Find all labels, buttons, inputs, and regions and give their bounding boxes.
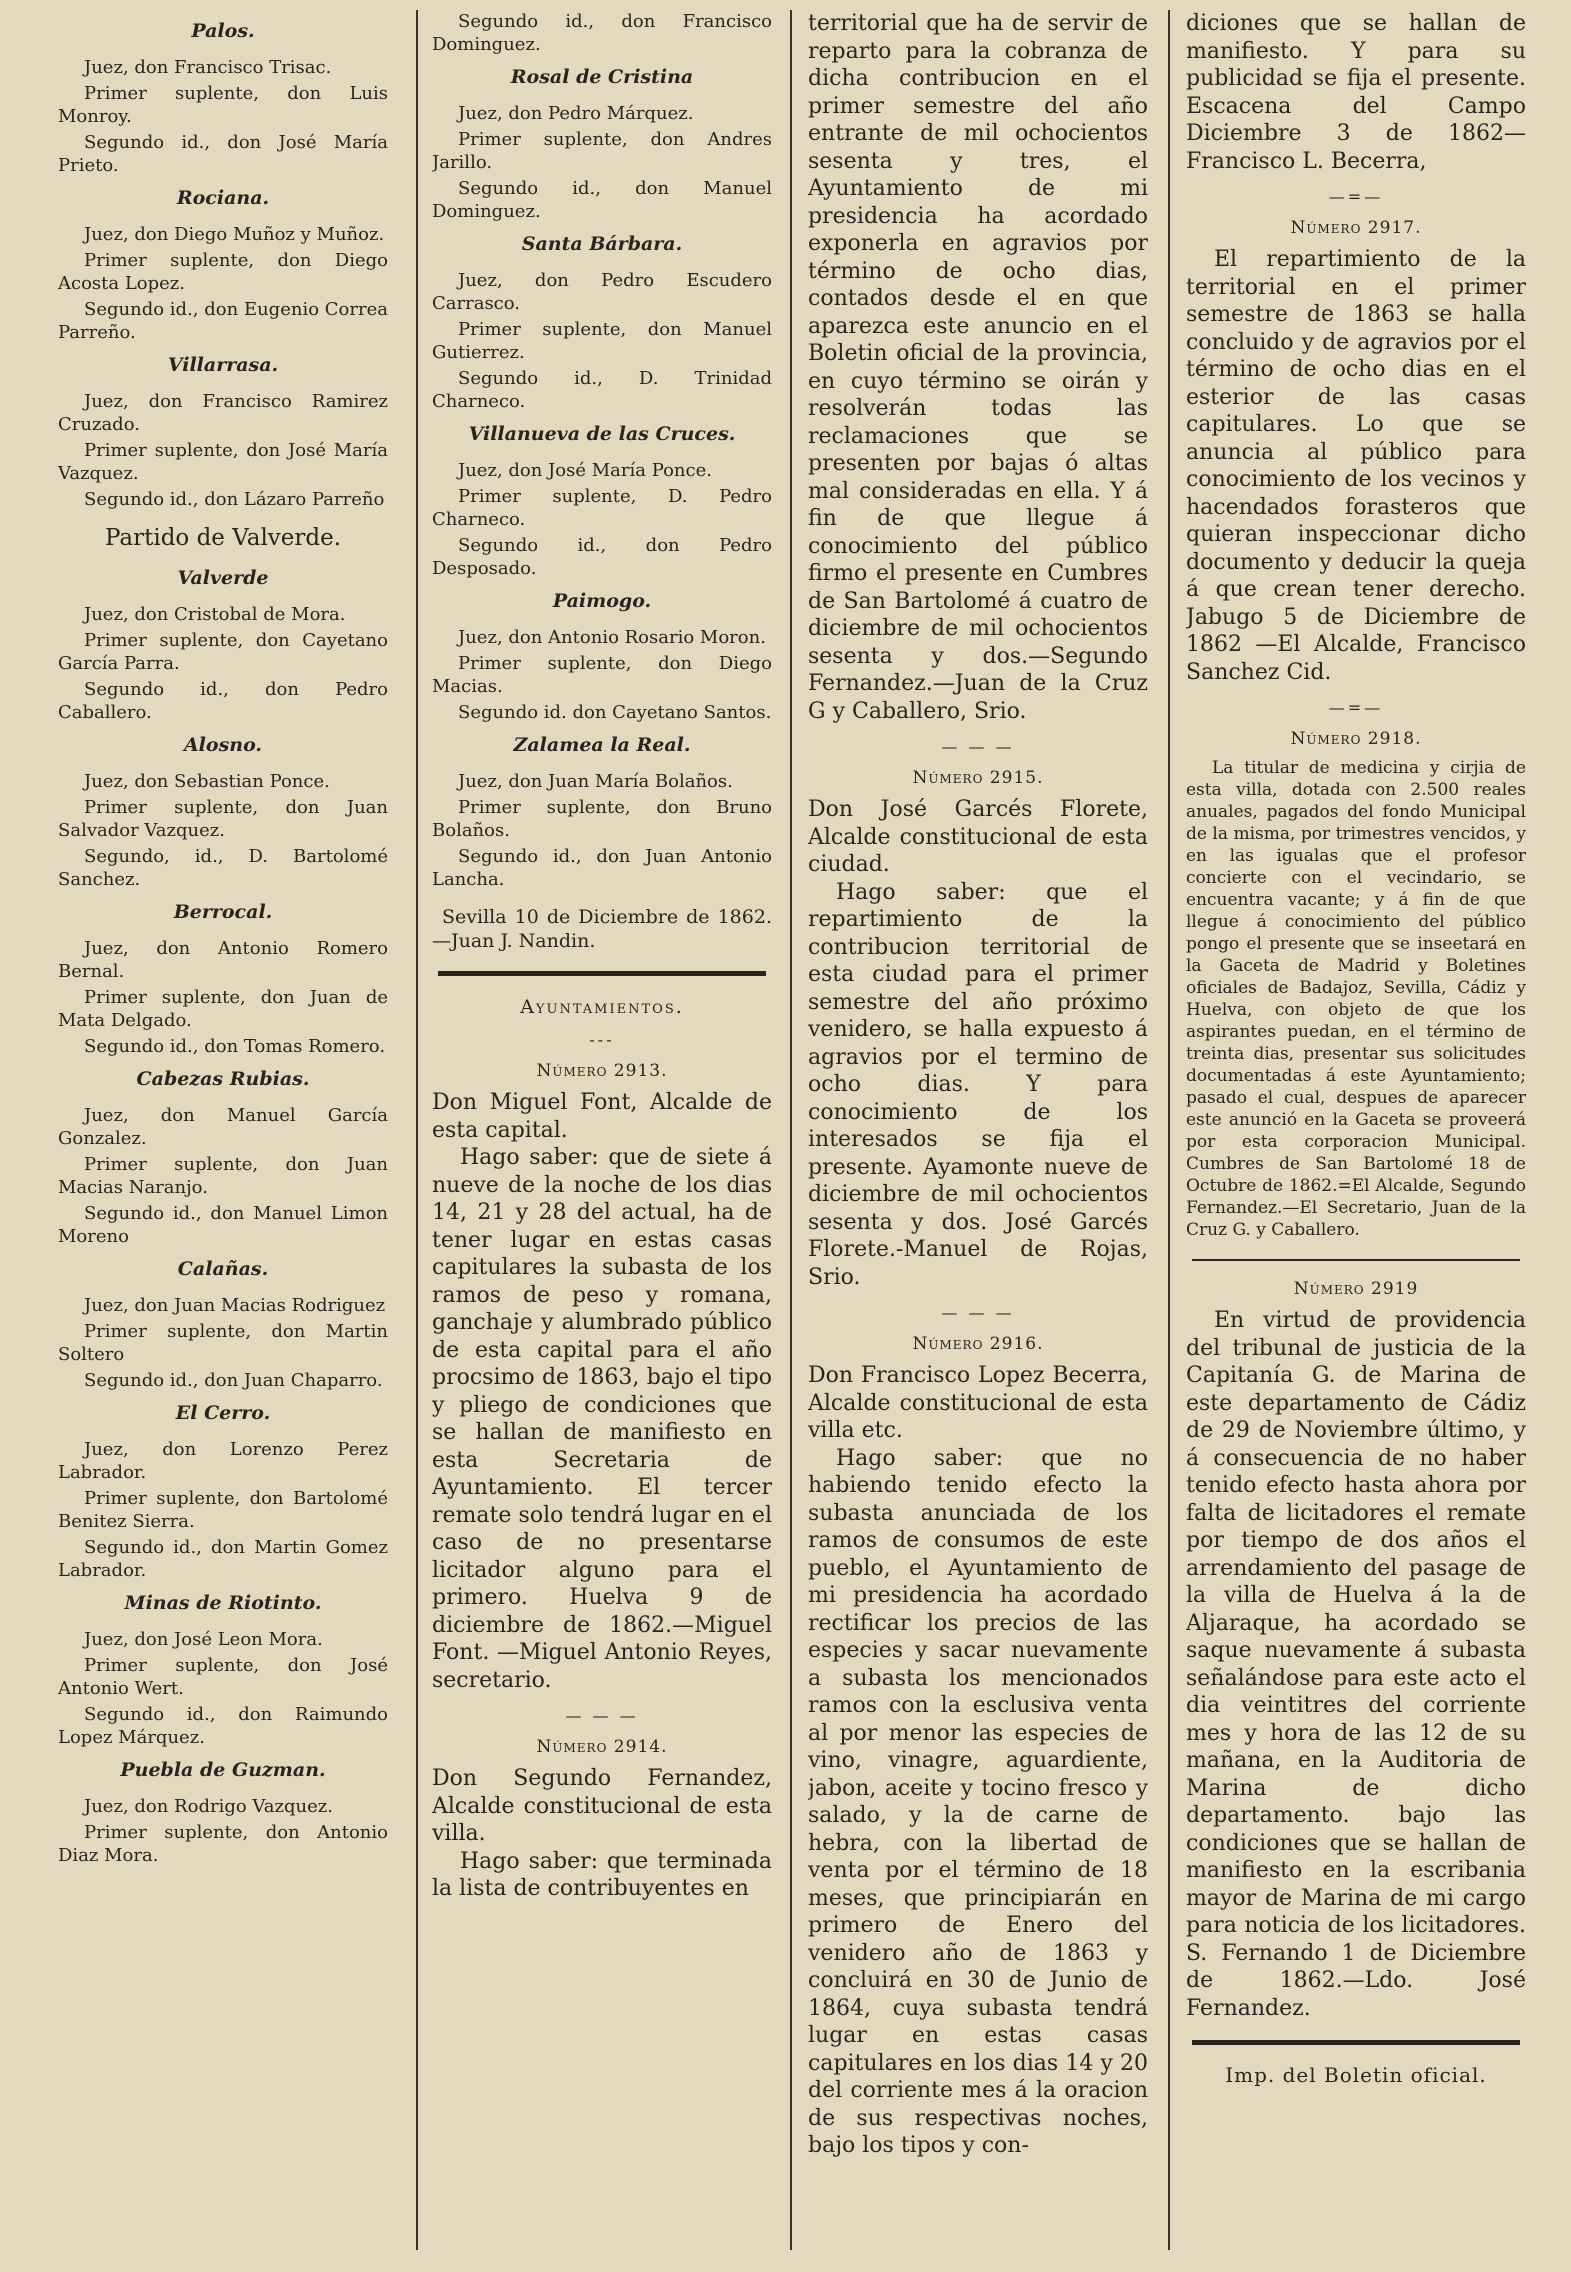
official-entry: Primer suplente, don Andres Jarillo. <box>432 129 772 173</box>
official-entry: Primer suplente, don Bruno Bolaños. <box>432 797 772 841</box>
official-entry: Segundo id., don Raimundo Lopez Márquez. <box>58 1704 388 1748</box>
notice-paragraph: Hago saber: que terminada la lista de contribuyentes en <box>432 1848 772 1901</box>
official-entry: Segundo id., don José María Prieto. <box>58 132 388 176</box>
town-heading: Villarrasa. <box>167 354 279 376</box>
town-heading: Valverde <box>177 567 269 589</box>
official-entry: Primer suplente, don Manuel Gutierrez. <box>432 319 772 363</box>
signature-line: Sevilla 10 de Diciembre de 1862. —Juan J. Nandin. <box>432 906 772 952</box>
column-divider <box>1168 10 1170 2250</box>
separator: — — — <box>565 1706 639 1725</box>
town-heading: El Cerro. <box>175 1402 271 1424</box>
town-heading: Zalamea la Real. <box>513 734 691 756</box>
town-heading: Berrocal. <box>173 901 273 923</box>
town-heading: Alosno. <box>183 734 263 756</box>
town-heading: Rociana. <box>176 187 270 209</box>
column-divider <box>790 10 792 2250</box>
official-entry: Segundo id., don Tomas Romero. <box>84 1036 386 1057</box>
notice-number: Número 2917. <box>1290 218 1422 238</box>
notice-paragraph: La titular de medicina y cirjia de esta villa, dotada con 2.500 reales anuales, pagados del fondo Municipal de la misma, por trimestres vencidos, y en las igualas que el profesor concierte con el vecindario, se encuentra vacante; y á fin de que llegue á conocimiento del público pongo el presente que se inseetará en la Gaceta de Madrid y Boletines oficiales de Badajoz, Sevilla, Cádiz y Huelva, con objeto de que los aspirantes puedan, en el término de treinta dias, presentar sus solicitudes documentadas á este Ayuntamiento; pasado el cual, despues de aparecer este anunció en la Gaceta se proveerá por esta corporacion Municipal. Cumbres de San Bartolomé 18 de Octubre de 1862.=El Alcalde, Segundo Fernandez.—El Secretario, Juan de la Cruz G. y Caballero. <box>1186 758 1526 1240</box>
official-entry: Primer suplente, don José María Vazquez. <box>58 440 388 484</box>
horizontal-rule <box>1192 2040 1520 2045</box>
official-entry: Juez, don Juan Macias Rodriguez <box>84 1295 386 1316</box>
official-entry: Primer suplente, don Diego Acosta Lopez. <box>58 250 388 294</box>
official-entry: Primer suplente, don Cayetano García Parra. <box>58 630 388 674</box>
official-entry: Primer suplente, don José Antonio Wert. <box>58 1655 388 1699</box>
official-entry: Segundo id., don Martin Gomez Labrador. <box>58 1537 388 1581</box>
notice-paragraph: Hago saber: que el repartimiento de la contribucion territorial de esta ciudad para el primer semestre del año próximo venidero, se halla expuesto á agravios por el termino de ocho dias. Y para conocimiento de los interesados se fija el presente. Ayamonte nueve de diciembre de mil ochocientos sesenta y dos. José Garcés Florete.-Manuel de Rojas, Srio. <box>808 879 1148 1290</box>
official-entry: Primer suplente, don Juan Macias Naranjo. <box>58 1154 388 1198</box>
notice-paragraph: En virtud de providencia del tribunal de justicia de la Capitanía G. de Marina de este departamento de Cádiz de 29 de Noviembre último, y á consecuencia de no haber tenido efecto hasta ahora por falta de licitadores el remate por tiempo de dos años el arrendamiento del pasage de la villa de Huelva á la de Aljaraque, ha acordado se saque nuevamente á subasta señalándose para este acto el dia veintitres del corriente mes y hora de las 12 de su mañana, en la Auditoria de Marina de dicho departamento. bajo las condiciones que se hallan de manifiesto en la escribania mayor de Marina de mi cargo para noticia de los licitadores. S. Fernando 1 de Diciembre de 1862.—Ldo. José Fernandez. <box>1186 1308 1526 2021</box>
official-entry: Segundo id., don Francisco Dominguez. <box>432 11 772 55</box>
official-entry: Juez, don Cristobal de Mora. <box>84 604 346 625</box>
official-entry: Segundo id., don Manuel Dominguez. <box>432 178 772 222</box>
notice-number: Número 2919 <box>1293 1279 1419 1299</box>
official-entry: Juez, don José Leon Mora. <box>84 1629 323 1650</box>
official-entry: Juez, don Pedro Escudero Carrasco. <box>432 270 772 314</box>
column-3 <box>808 10 1148 2260</box>
official-entry: Segundo id., D. Trinidad Charneco. <box>432 368 772 412</box>
town-heading: Puebla de Guzman. <box>120 1759 326 1781</box>
town-heading: Palos. <box>191 20 255 42</box>
notice-heading: Don Francisco Lopez Becerra, Alcalde constitucional de esta villa etc. <box>808 1363 1148 1443</box>
column-4 <box>1186 10 1526 2260</box>
official-entry: Juez, don Rodrigo Vazquez. <box>84 1796 333 1817</box>
horizontal-rule <box>1192 1259 1520 1261</box>
notice-heading: diciones que se hallan de manifiesto. Y para su publicidad se fija el presente. Escacena del Campo Diciembre 3 de 1862—Francisco L. Becerra, <box>1186 11 1526 174</box>
separator: --- <box>589 1030 615 1049</box>
official-entry: Juez, don Antonio Romero Bernal. <box>58 938 388 982</box>
town-heading: Minas de Riotinto. <box>124 1592 322 1614</box>
official-entry: Primer suplente, don Luis Monroy. <box>58 83 388 127</box>
town-heading: Cabezas Rubias. <box>136 1068 310 1090</box>
column-divider <box>416 10 418 2250</box>
town-heading: Villanueva de las Cruces. <box>468 423 736 445</box>
official-entry: Segundo id., don Manuel Limon Moreno <box>58 1203 388 1247</box>
notice-number: Número 2918. <box>1290 729 1422 749</box>
town-heading: Calañas. <box>177 1258 269 1280</box>
official-entry: Primer suplente, don Martin Soltero <box>58 1321 388 1365</box>
official-entry: Juez, don Manuel García Gonzalez. <box>58 1105 388 1149</box>
separator: —=— <box>1328 187 1384 206</box>
official-entry: Primer suplente, don Juan Salvador Vazquez. <box>58 797 388 841</box>
official-entry: Juez, don José María Ponce. <box>458 460 712 481</box>
section-heading: Ayuntamientos. <box>520 996 684 1018</box>
official-entry: Segundo id. don Cayetano Santos. <box>458 702 772 723</box>
notice-number: Número 2916. <box>912 1334 1044 1354</box>
official-entry: Primer suplente, D. Pedro Charneco. <box>432 486 772 530</box>
official-entry: Juez, don Juan María Bolaños. <box>458 771 733 792</box>
official-entry: Primer suplente, don Diego Macias. <box>432 653 772 697</box>
official-entry: Primer suplente, don Bartolomé Benitez Sierra. <box>58 1488 388 1532</box>
notice-number: Número 2913. <box>536 1061 668 1081</box>
official-entry: Segundo id., don Juan Antonio Lancha. <box>432 846 772 890</box>
official-entry: Segundo id., don Pedro Desposado. <box>432 535 772 579</box>
column-1 <box>58 10 388 2260</box>
official-entry: Juez, don Francisco Ramirez Cruzado. <box>58 391 388 435</box>
official-entry: Juez, don Antonio Rosario Moron. <box>458 627 766 648</box>
horizontal-rule <box>438 971 766 976</box>
official-entry: Primer suplente, don Antonio Diaz Mora. <box>58 1822 388 1866</box>
official-entry: Segundo id., don Pedro Caballero. <box>58 679 388 723</box>
town-heading: Paimogo. <box>552 590 652 612</box>
notice-number: Número 2915. <box>912 768 1044 788</box>
notice-heading: Don José Garcés Florete, Alcalde constitucional de esta ciudad. <box>808 797 1148 877</box>
district-heading: Partido de Valverde. <box>104 525 342 551</box>
notice-heading: territorial que ha de servir de reparto para la cobranza de dicha contribucion en el primer semestre del año entrante de mil ochocientos sesenta y tres, el Ayuntamiento de mi presidencia ha acordado exponerla en agravios por término de ocho dias, contados desde el en que aparezca este anuncio en el Boletin oficial de la provincia, en cuyo término se oirán y resolverán todas las reclamaciones que se presenten por bajas ó altas mal consideradas en ella. Y á fin de que llegue á conocimiento del público firmo el presente en Cumbres de San Bartolomé á cuatro de diciembre de mil ochocientos sesenta y dos.—Segundo Fernandez.—Juan de la Cruz G y Caballero, Srio. <box>808 11 1148 724</box>
official-entry: Segundo, id., D. Bartolomé Sanchez. <box>58 846 388 890</box>
notice-heading: Don Segundo Fernandez, Alcalde constitucional de esta villa. <box>432 1766 772 1846</box>
town-heading: Santa Bárbara. <box>521 233 683 255</box>
official-entry: Segundo id., don Lázaro Parreño <box>84 489 385 510</box>
separator: —=— <box>1328 698 1384 717</box>
official-entry: Juez, don Pedro Márquez. <box>458 103 694 124</box>
notice-paragraph: El repartimiento de la territorial en el primer semestre de 1863 se halla concluido y de agravios por el término de ocho dias en el esterior de las casas capitulares. Lo que se anuncia al público para conocimiento de los vecinos y hacendados forasteros que quieran inspeccionar dicho documento y deducir la queja á que crean tener derecho. Jabugo 5 de Diciembre de 1862 —El Alcalde, Francisco Sanchez Cid. <box>1186 247 1526 685</box>
official-entry: Juez, don Diego Muñoz y Muñoz. <box>84 224 385 245</box>
notice-heading: Don Miguel Font, Alcalde de esta capital. <box>432 1090 772 1143</box>
notice-number: Número 2914. <box>536 1737 668 1757</box>
official-entry: Juez, don Francisco Trisac. <box>84 57 332 78</box>
official-entry: Segundo id., don Eugenio Correa Parreño. <box>58 299 388 343</box>
separator: — — — <box>941 737 1015 756</box>
town-heading: Rosal de Cristina <box>510 66 694 88</box>
notice-paragraph: Hago saber: que no habiendo tenido efecto la subasta anunciada de los ramos de consumos de este pueblo, el Ayuntamiento de mi presidencia ha acordado rectificar los precios de las especies y sacar nuevamente a subasta los mencionados ramos con la esclusiva venta al por menor las especies de vino, vinagre, aguardiente, jabon, aceite y tocino fresco y salado, y la de carne de hebra, con la libertad de venta por el término de 18 meses, que principiarán en primero de Enero del venidero año de 1863 y concluirá en 30 de Junio de 1864, cuya subasta tendrá lugar en estas casas capitulares en los dias 14 y 20 del corriente mes á la oracion de sus respectivas noches, bajo los tipos y con- <box>808 1445 1148 2158</box>
official-entry: Primer suplente, don Juan de Mata Delgado. <box>58 987 388 1031</box>
official-entry: Juez, don Sebastian Ponce. <box>84 771 330 792</box>
official-entry: Juez, don Lorenzo Perez Labrador. <box>58 1439 388 1483</box>
official-entry: Segundo id., don Juan Chaparro. <box>84 1370 383 1391</box>
notice-paragraph: Hago saber: que de siete á nueve de la noche de los dias 14, 21 y 28 del actual, ha de tener lugar en estas casas capitulares la subasta de los ramos de peso y romana, ganchaje y alumbrado público de esta capital para el año procsimo de 1863, bajo el tipo y pliego de condiciones que se hallan de manifiesto en esta Secretaria de Ayuntamiento. El tercer remate solo tendrá lugar en el caso de no presentarse licitador alguno para el primero. Huelva 9 de diciembre de 1862.—Miguel Font. —Miguel Antonio Reyes, secretario. <box>432 1145 772 1693</box>
separator: — — — <box>941 1303 1015 1322</box>
column-2 <box>432 10 772 2260</box>
imprint-line: Imp. del Boletin oficial. <box>1225 2063 1487 2087</box>
